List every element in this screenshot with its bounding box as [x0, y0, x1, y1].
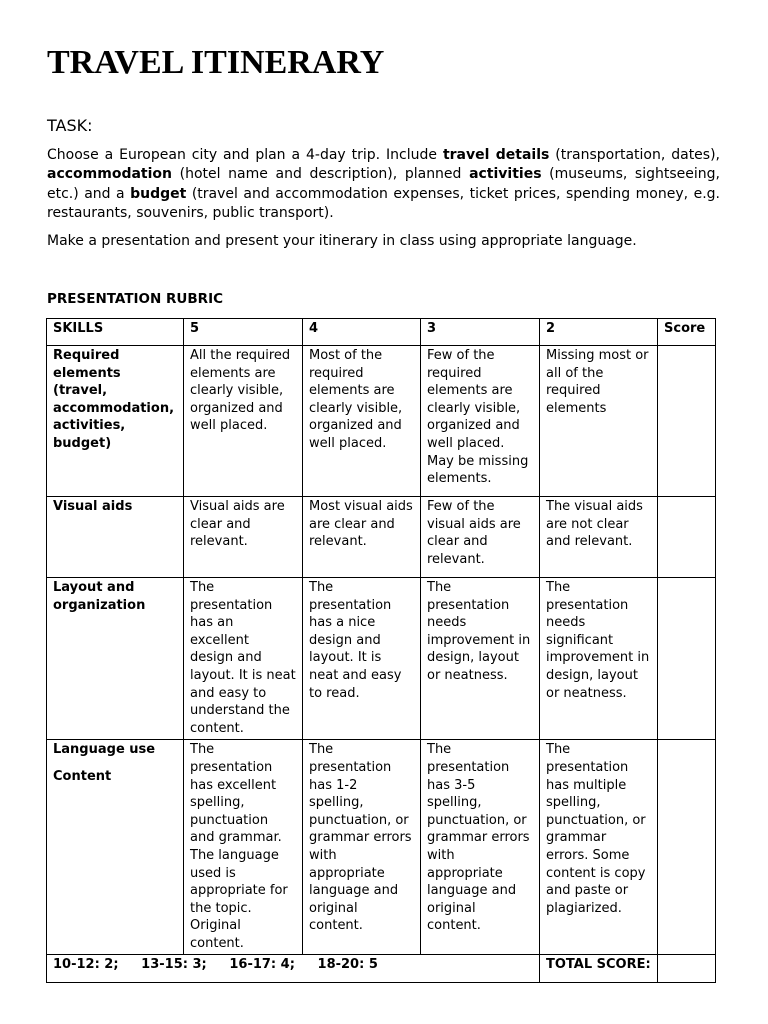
level-2-cell: The presentation needs significant improvement in design, layout or neatness. — [540, 578, 658, 740]
score-cell[interactable] — [658, 497, 716, 578]
total-score-label: TOTAL SCORE: — [540, 955, 658, 983]
skill-cell: Visual aids — [47, 497, 184, 578]
task-text-3: (hotel name and description), planned — [172, 166, 470, 183]
task-paragraph — [47, 146, 720, 223]
accommodation-term: accommodation — [47, 166, 173, 183]
skill-cell — [47, 740, 184, 955]
rubric-table — [46, 318, 716, 983]
header-skills: SKILLS — [47, 319, 184, 346]
skill-cell: Required elements (travel, accommodation, activities, budget) — [47, 346, 184, 497]
level-4-cell: The presentation has a nice design and layout. It is neat and easy to read. — [303, 578, 421, 740]
level-5-cell: The presentation has excellent spelling, punctuation and grammar. The language used is appropriate for the topic. Original content. — [184, 740, 303, 955]
level-5-cell: The presentation has an excellent design and layout. It is neat and easy to understand the content. — [184, 578, 303, 740]
level-5-cell: All the required elements are clearly visible, organized and well placed. — [184, 346, 303, 497]
level-4-cell: Most of the required elements are clearly visible, organized and well placed. — [303, 346, 421, 497]
score-cell[interactable] — [658, 740, 716, 955]
level-2-cell: The visual aids are not clear and relevant. — [540, 497, 658, 578]
score-cell[interactable] — [658, 578, 716, 740]
level-2-cell: The presentation has multiple spelling, punctuation, or grammar errors. Some content is copy and paste or plagiarized. — [540, 740, 658, 955]
header-3: 3 — [421, 319, 540, 346]
task-text-5: (travel and accommodation expenses, ticket prices, spending money, e.g. restaurants, souvenirs, public transport). — [47, 185, 720, 221]
table-row — [47, 346, 716, 497]
level-3-cell: The presentation needs improvement in design, layout or neatness. — [421, 578, 540, 740]
level-4-cell: The presentation has 1-2 spelling, punctuation, or grammar errors with appropriate language and original content. — [303, 740, 421, 955]
level-3-cell: Few of the visual aids are clear and relevant. — [421, 497, 540, 578]
skill-content: Content — [53, 768, 112, 784]
level-5-cell: Visual aids are clear and relevant. — [184, 497, 303, 578]
budget-term: budget — [130, 185, 187, 202]
task-text-4: (museums, sightseeing, etc.) and a — [47, 166, 720, 202]
activities-term: activities — [469, 166, 542, 183]
rubric-title: PRESENTATION RUBRIC — [47, 291, 223, 307]
level-3-cell: Few of the required elements are clearly visible, organized and well placed. May be missing elements. — [421, 346, 540, 497]
level-4-cell: Most visual aids are clear and relevant. — [303, 497, 421, 578]
score-key: 10-12: 2; 13-15: 3; 16-17: 4; 18-20: 5 — [47, 955, 540, 983]
table-footer-row — [47, 955, 716, 983]
level-2-cell: Missing most or all of the required elements — [540, 346, 658, 497]
header-score: Score — [658, 319, 716, 346]
skill-language-use: Language use — [53, 742, 156, 758]
header-5: 5 — [184, 319, 303, 346]
header-2: 2 — [540, 319, 658, 346]
travel-details-term: travel details — [442, 147, 550, 163]
score-cell[interactable] — [658, 346, 716, 497]
level-3-cell: The presentation has 3-5 spelling, punctuation, or grammar errors with appropriate language and original content. — [421, 740, 540, 955]
task-label: TASK: — [47, 116, 93, 135]
skill-cell: Layout and organization — [47, 578, 184, 740]
task-text-1: Choose a European city and plan a 4-day trip. Include — [47, 147, 443, 163]
table-header-row — [47, 319, 716, 346]
task-text-2: (transportation, dates), — [549, 147, 720, 163]
total-score-cell[interactable] — [658, 955, 716, 983]
table-row — [47, 740, 716, 955]
page-title: TRAVEL ITINERARY — [47, 44, 385, 81]
table-row — [47, 497, 716, 578]
header-4: 4 — [303, 319, 421, 346]
presentation-paragraph: Make a presentation and present your itinerary in class using appropriate language. — [47, 233, 637, 249]
table-row — [47, 578, 716, 740]
